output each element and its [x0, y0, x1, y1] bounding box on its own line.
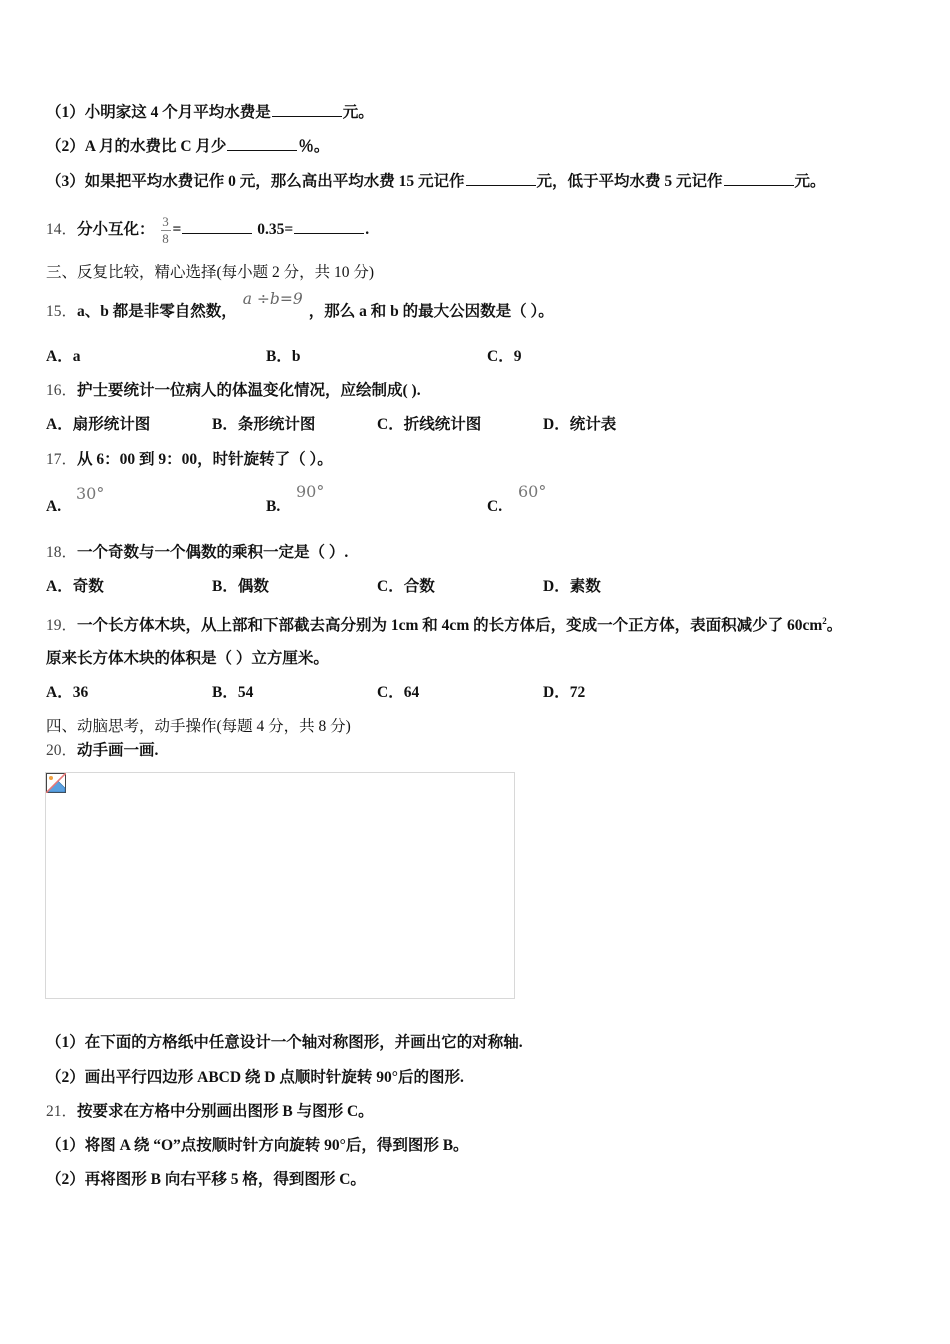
- q15-option-b[interactable]: B．b: [266, 348, 301, 365]
- q14-text: 分小互化：: [77, 221, 155, 239]
- question-number: 18．: [46, 544, 78, 561]
- q21: [46, 1102, 374, 1122]
- q16-text: 护士要统计一位病人的体温变化情况，应绘制成( ).: [77, 382, 421, 399]
- equals-sign: =: [172, 221, 182, 239]
- q20-part1: （1）在下面的方格纸中任意设计一个轴对称图形，并画出它的对称轴.: [46, 1034, 523, 1051]
- q17-option-a-value: 30°: [76, 484, 105, 503]
- answer-blank[interactable]: [724, 171, 794, 186]
- q16-option-b[interactable]: B．条形统计图: [212, 416, 316, 433]
- q18-text: 一个奇数与一个偶数的乘积一定是（ ）.: [77, 544, 349, 561]
- q15-option-c[interactable]: C．9: [487, 348, 522, 365]
- q18-option-c[interactable]: C．合数: [377, 578, 435, 595]
- q21-text: 按要求在方格中分别画出图形 B 与图形 C。: [77, 1103, 374, 1120]
- fraction-3-8: [161, 215, 171, 246]
- q15-option-a[interactable]: A．a: [46, 348, 81, 365]
- question-number: 16．: [46, 382, 78, 399]
- q20-image-placeholder: [45, 772, 515, 999]
- q17-text: 从 6：00 到 9：00，时针旋转了（ ）。: [77, 451, 333, 468]
- q20-part2: （2）画出平行四边形 ABCD 绕 D 点顺时针旋转 90°后的图形.: [46, 1069, 464, 1086]
- q18: [46, 543, 348, 563]
- superscript-2: 2: [822, 616, 827, 626]
- section-4-title: 四、动脑思考，动手操作(每题 4 分，共 8 分): [46, 718, 351, 735]
- q15-text: a、b 都是非零自然数，: [77, 303, 237, 320]
- q13-part3-suffix: 元。: [794, 173, 826, 190]
- q19-option-a[interactable]: A．36: [46, 684, 89, 701]
- question-number: 20．: [46, 742, 78, 759]
- q19-line2: 原来长方体木块的体积是（ ）立方厘米。: [46, 650, 329, 667]
- q16-option-d[interactable]: D．统计表: [543, 416, 617, 433]
- question-number: 19．: [46, 617, 78, 635]
- q19-option-c[interactable]: C．64: [377, 684, 420, 701]
- q15: [46, 290, 554, 322]
- q13-part1-text: （1）小明家这 4 个月平均水费是: [46, 104, 271, 121]
- q18-option-a[interactable]: A．奇数: [46, 578, 104, 595]
- q18-option-d[interactable]: D．素数: [543, 578, 601, 595]
- q21-part2: （2）再将图形 B 向右平移 5 格，得到图形 C。: [46, 1171, 366, 1188]
- q17-option-b-value: 90°: [296, 482, 325, 501]
- question-number: 15．: [46, 303, 78, 320]
- q17: [46, 450, 333, 470]
- question-number: 17．: [46, 451, 78, 468]
- q17-option-c[interactable]: C.: [487, 498, 503, 515]
- answer-blank[interactable]: [294, 219, 364, 234]
- q13-part1-suffix: 元。: [342, 104, 374, 121]
- q19-option-d[interactable]: D．72: [543, 684, 586, 701]
- fraction-numerator: 3: [162, 214, 169, 229]
- q14-mid: 0.35=: [253, 221, 294, 239]
- q16-option-a[interactable]: A．扇形统计图: [46, 416, 151, 433]
- q19-text-end: 。: [826, 617, 843, 635]
- q13-part2: [46, 136, 329, 157]
- q19-option-b[interactable]: B．54: [212, 684, 254, 701]
- q19-text: 一个长方体木块，从上部和下部截去高分别为 1cm 和 4cm 的长方体后，变成一个正方体，表面积减少了 60cm: [77, 617, 823, 635]
- q14: [46, 215, 369, 246]
- q13-part2-text: （2）A 月的水费比 C 月少: [46, 138, 227, 155]
- answer-blank[interactable]: [182, 219, 252, 234]
- q13-part3-mid: 元，低于平均水费 5 元记作: [536, 173, 723, 190]
- q20: [46, 741, 158, 761]
- answer-blank[interactable]: [227, 136, 297, 151]
- broken-image-icon: [46, 773, 66, 793]
- question-number: 21．: [46, 1103, 78, 1120]
- answer-blank[interactable]: [466, 171, 536, 186]
- math-expression: a ÷b=9: [242, 290, 303, 308]
- q20-text: 动手画一画.: [77, 742, 159, 759]
- q13-part2-suffix: ％。: [298, 138, 330, 155]
- q13-part3-text: （3）如果把平均水费记作 0 元，那么高出平均水费 15 元记作: [46, 173, 465, 190]
- section-3-title: 三、反复比较，精心选择(每小题 2 分，共 10 分): [46, 264, 375, 281]
- q18-option-b[interactable]: B．偶数: [212, 578, 269, 595]
- q17-option-b[interactable]: B.: [266, 498, 281, 515]
- q15-text2: ，那么 a 和 b 的最大公因数是（ ）。: [308, 303, 554, 320]
- answer-blank[interactable]: [272, 102, 342, 117]
- q14-end: .: [365, 221, 370, 239]
- q16-option-c[interactable]: C．折线统计图: [377, 416, 482, 433]
- q13-part1: [46, 102, 374, 123]
- fraction-denominator: 8: [162, 231, 169, 246]
- q13-part3: [46, 171, 826, 192]
- q17-option-a[interactable]: A.: [46, 498, 62, 515]
- q19: [46, 611, 842, 636]
- q17-option-c-value: 60°: [518, 482, 547, 501]
- q16: [46, 381, 421, 401]
- question-number: 14．: [46, 221, 78, 239]
- q21-part1: （1）将图 A 绕 “O”点按顺时针方向旋转 90°后，得到图形 B。: [46, 1137, 469, 1154]
